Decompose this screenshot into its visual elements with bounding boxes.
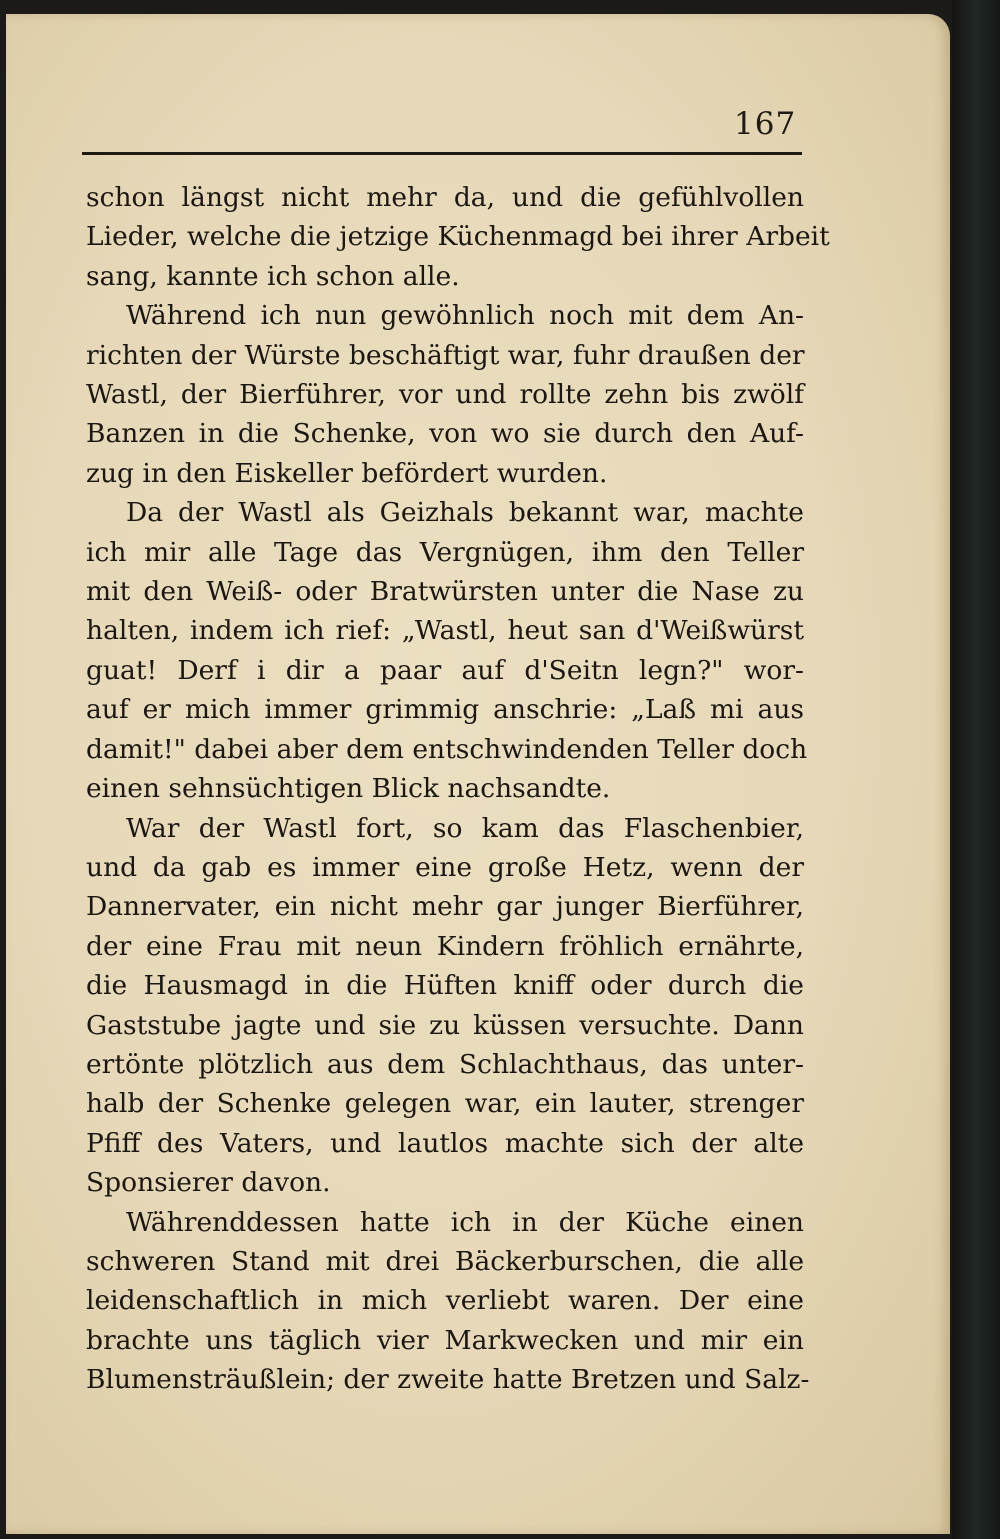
book-spine: [952, 0, 1000, 1539]
text-line: auf er mich immer grimmig anschrie: „Laß mi aus: [86, 694, 804, 726]
text-line: Lieder, welche die jetzige Küchenmagd bei ihrer Arbeit: [86, 221, 830, 253]
header-rule: [82, 152, 802, 155]
text-line: Banzen in die Schenke, von wo sie durch den Auf-: [86, 418, 804, 450]
text-line: leidenschaftlich in mich verliebt waren. Der eine: [86, 1285, 804, 1317]
text-line: Dannervater, ein nicht mehr gar junger Bierführer,: [86, 891, 804, 923]
text-line: Gaststube jagte und sie zu küssen versuchte. Dann: [86, 1009, 804, 1041]
text-line: der eine Frau mit neun Kindern fröhlich ernährte,: [86, 930, 804, 962]
body-text: [86, 178, 830, 1400]
text-line: schweren Stand mit drei Bäckerburschen, die alle: [86, 1245, 804, 1277]
text-line: guat! Derf i dir a paar auf d'Seitn legn?" wor-: [86, 654, 804, 686]
text-line: und da gab es immer eine große Hetz, wenn der: [86, 851, 804, 883]
text-line: sang, kannte ich schon alle.: [86, 260, 460, 292]
text-line: Pfiff des Vaters, und lautlos machte sich der alte: [86, 1127, 804, 1159]
text-line: brachte uns täglich vier Markwecken und mir ein: [86, 1324, 804, 1356]
book-page: [6, 14, 950, 1534]
text-line: zug in den Eiskeller befördert wurden.: [86, 457, 608, 489]
text-line: Während ich nun gewöhnlich noch mit dem An-: [126, 300, 804, 332]
text-line: Währenddessen hatte ich in der Küche einen: [126, 1206, 804, 1238]
text-line: Wastl, der Bierführer, vor und rollte zehn bis zwölf: [86, 379, 804, 411]
text-line: einen sehnsüchtigen Blick nachsandte.: [86, 773, 611, 805]
text-line: schon längst nicht mehr da, und die gefühlvollen: [86, 182, 804, 213]
text-line: Sponsierer davon.: [86, 1167, 331, 1199]
text-line: mit den Weiß- oder Bratwürsten unter die Nase zu: [86, 576, 804, 608]
text-line: ertönte plötzlich aus dem Schlachthaus, das unter-: [86, 1048, 804, 1080]
text-line: die Hausmagd in die Hüften kniff oder durch die: [86, 970, 804, 1002]
text-line: halten, indem ich rief: „Wastl, heut san d'Weißwürst: [86, 615, 804, 647]
text-line: Blumensträußlein; der zweite hatte Bretzen und Salz-: [86, 1364, 810, 1396]
page-number: 167: [734, 106, 797, 142]
text-line: War der Wastl fort, so kam das Flaschenbier,: [126, 812, 804, 844]
text-line: Da der Wastl als Geizhals bekannt war, machte: [126, 497, 804, 529]
text-line: richten der Würste beschäftigt war, fuhr draußen der: [86, 339, 805, 371]
text-line: ich mir alle Tage das Vergnügen, ihm den Teller: [86, 536, 804, 568]
text-line: damit!" dabei aber dem entschwindenden Teller doch: [86, 733, 808, 765]
text-line: halb der Schenke gelegen war, ein lauter, strenger: [86, 1088, 804, 1120]
